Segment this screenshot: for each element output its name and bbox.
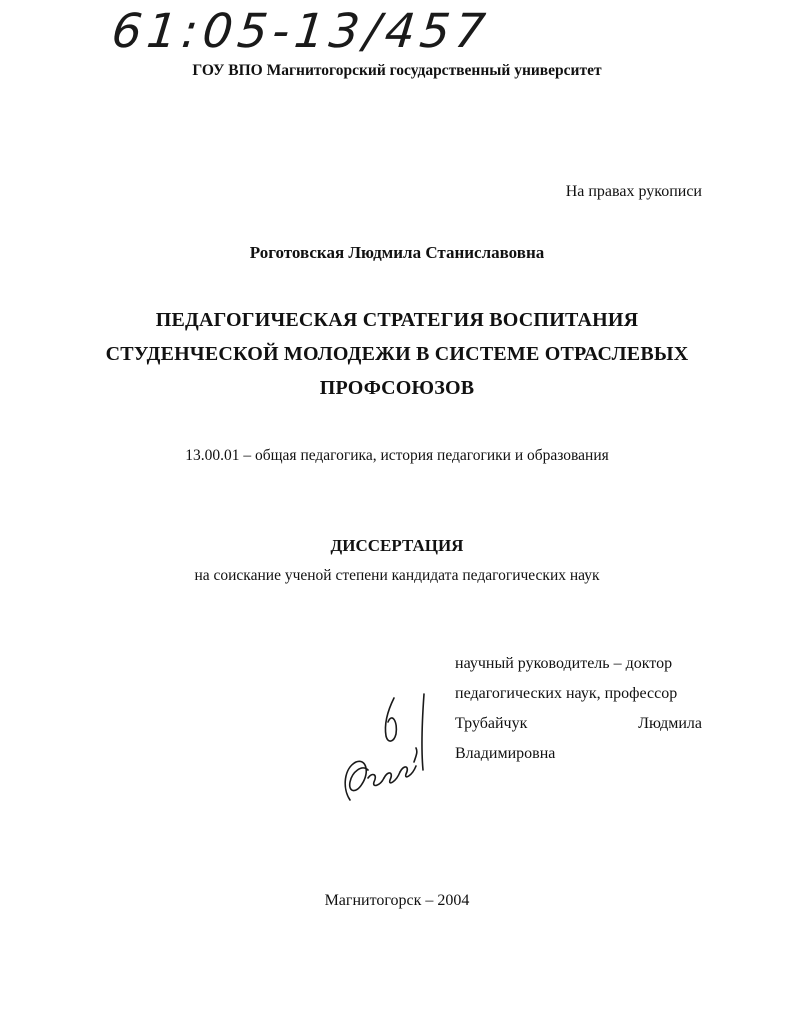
thesis-title-line: ПРОФСОЮЗОВ xyxy=(319,377,475,399)
handwritten-signature xyxy=(328,692,436,810)
supervisor-first-name: Людмила xyxy=(638,715,702,732)
supervisor-patronymic: Владимировна xyxy=(455,745,556,762)
degree-description: на соискание ученой степени кандидата педагогических наук xyxy=(194,567,600,584)
author-name: Роготовская Людмила Станиславовна xyxy=(249,243,545,262)
document-type: ДИССЕРТАЦИЯ xyxy=(330,536,464,555)
city-year: Магнитогорск – 2004 xyxy=(324,892,470,909)
supervisor-surname: Трубайчук xyxy=(455,715,528,732)
archive-code: 61:05-13/457 xyxy=(109,4,493,59)
supervisor-name-row xyxy=(455,715,702,733)
supervisor-title: научный руководитель – доктор xyxy=(455,655,673,672)
thesis-title-line: ПЕДАГОГИЧЕСКАЯ СТРАТЕГИЯ ВОСПИТАНИЯ xyxy=(155,309,639,331)
manuscript-note: На правах рукописи xyxy=(565,183,702,200)
specialty-code: 13.00.01 – общая педагогика, история педагогики и образования xyxy=(185,447,609,464)
supervisor-title: педагогических наук, профессор xyxy=(455,685,678,702)
thesis-title-line: СТУДЕНЧЕСКОЙ МОЛОДЕЖИ В СИСТЕМЕ ОТРАСЛЕВЫХ xyxy=(105,343,689,365)
university-name: ГОУ ВПО Магнитогорский государственный университет xyxy=(192,62,602,79)
